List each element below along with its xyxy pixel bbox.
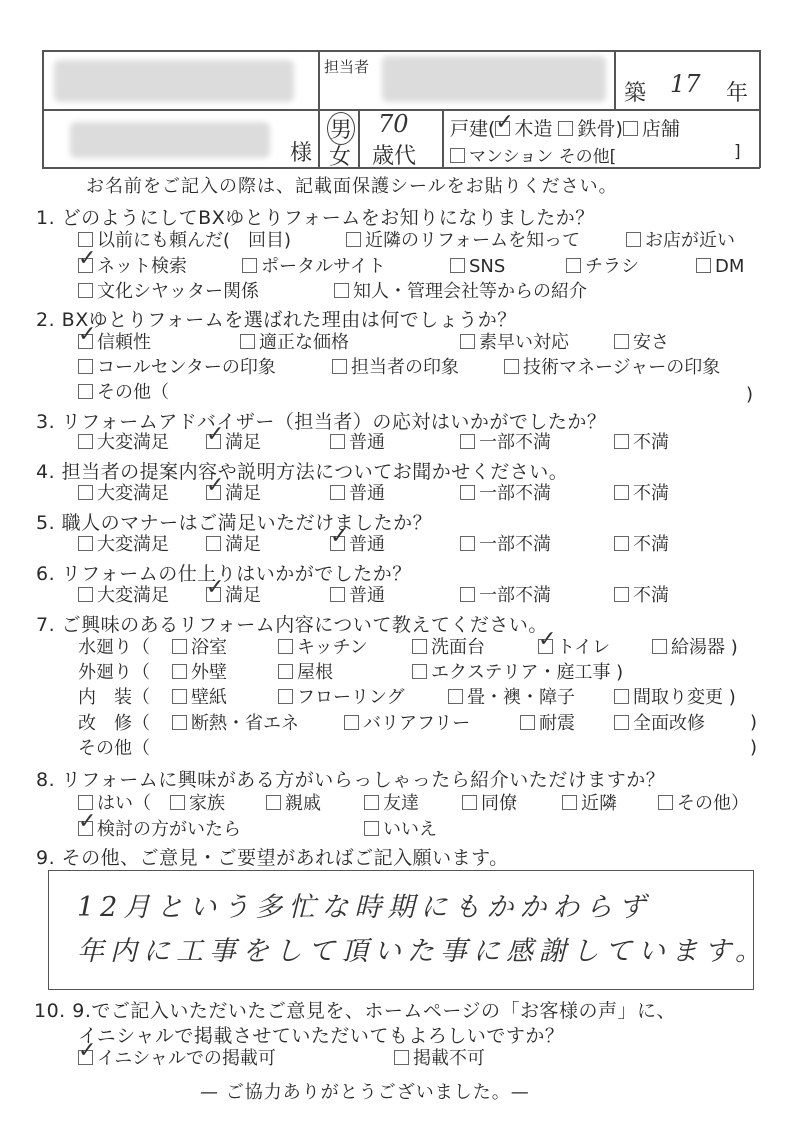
q1-title: 1. どのようにしてBXゆとりフォームをお知りになりましたか？ — [36, 207, 595, 229]
checkbox[interactable] — [332, 359, 347, 374]
q8-option[interactable] — [364, 792, 419, 816]
q5-option[interactable] — [78, 533, 169, 557]
option-label: はい（ — [97, 793, 151, 814]
q3-option[interactable] — [460, 431, 551, 455]
q7-row-label: 外廻り（ — [78, 662, 150, 683]
checkbox[interactable] — [460, 485, 475, 500]
q1-option[interactable] — [626, 229, 735, 253]
q6-option[interactable] — [614, 584, 669, 608]
checkbox[interactable] — [460, 434, 475, 449]
checkbox[interactable] — [412, 664, 427, 679]
option-label: 友達 — [383, 793, 419, 814]
q7-close-paren-row4: ) — [750, 712, 758, 733]
option-label: いいえ — [383, 819, 437, 840]
checkbox[interactable] — [334, 283, 349, 298]
q1-option[interactable] — [242, 255, 386, 279]
option-label: 安さ — [633, 332, 669, 353]
option-label: 大変満足 — [97, 483, 169, 504]
checkbox[interactable] — [566, 258, 581, 273]
checkbox[interactable] — [364, 821, 379, 836]
option-label: 洗面台 — [431, 637, 485, 658]
footer-thanks: — ご協力ありがとうございました。— — [200, 1082, 530, 1103]
q7-option[interactable] — [344, 712, 470, 736]
chiku-label: 築 — [624, 81, 647, 106]
q8-option[interactable] — [266, 792, 321, 816]
q10-option[interactable] — [394, 1047, 485, 1071]
checkbox-tenpo[interactable] — [623, 121, 638, 136]
q1-option[interactable] — [334, 280, 587, 304]
checkbox[interactable] — [240, 334, 255, 349]
checkbox[interactable] — [206, 485, 221, 500]
option-label: 不満 — [633, 483, 669, 504]
option-label: 大変満足 — [97, 585, 169, 606]
redacted-id — [54, 60, 294, 102]
q7-option[interactable] — [172, 712, 299, 736]
option-label: バリアフリー — [363, 713, 471, 734]
checkbox[interactable] — [278, 639, 293, 654]
option-label: 文化シヤッター関係 — [97, 281, 259, 302]
checkbox[interactable] — [78, 359, 93, 374]
q8-option[interactable] — [170, 792, 225, 816]
q1-option[interactable] — [78, 280, 259, 304]
option-label: 満足 — [225, 432, 261, 453]
q3-title: 3. リフォームアドバイザー（担当者）の応対はいかがでしたか？ — [36, 411, 607, 433]
q7-option[interactable] — [278, 636, 368, 660]
option-label: 親戚 — [285, 793, 321, 814]
q1-option[interactable] — [346, 229, 580, 253]
house-sonota: その他[ — [558, 147, 617, 167]
checkbox[interactable] — [330, 536, 345, 551]
q5-title: 5. 職人のマナーはご満足いただけましたか？ — [36, 512, 433, 534]
q8-option[interactable] — [364, 818, 437, 842]
q8-title: 8. リフォームに興味がある方がいらっしゃったら紹介いただけますか？ — [36, 769, 666, 791]
option-label: 間取り変更 ) — [633, 687, 736, 708]
q2-option[interactable] — [78, 331, 151, 355]
option-label: 知人・管理会社等からの紹介 — [353, 281, 587, 302]
option-label: 素早い対応 — [479, 332, 569, 353]
checkbox[interactable] — [172, 689, 187, 704]
checkbox[interactable] — [242, 258, 257, 273]
checkbox[interactable] — [614, 334, 629, 349]
q2-option[interactable] — [78, 381, 169, 405]
option-label: イニシャルでの掲載可 — [97, 1048, 276, 1069]
q3-option[interactable] — [614, 431, 669, 455]
checkbox[interactable] — [460, 536, 475, 551]
option-label: 満足 — [225, 585, 261, 606]
gender-female: 女 — [329, 145, 352, 170]
q4-option[interactable] — [78, 482, 169, 506]
checkbox[interactable] — [460, 587, 475, 602]
house-type-row1 — [450, 114, 680, 141]
q3-option[interactable] — [78, 431, 169, 455]
q7-option[interactable] — [278, 686, 405, 710]
q7-option[interactable] — [412, 636, 485, 660]
option-label: 満足 — [225, 483, 261, 504]
option-label: 適正な価格 — [259, 332, 349, 353]
q2-option[interactable] — [240, 331, 349, 355]
option-label: お店が近い — [645, 230, 735, 251]
house-kodate: 戸建( — [450, 118, 496, 140]
q7-row-label: 内 装（ — [78, 687, 150, 708]
checkbox[interactable] — [696, 258, 711, 273]
header-table — [42, 50, 760, 168]
option-label: ポータルサイト — [261, 256, 386, 277]
notice-text: お名前をご記入の際は、記載面保護シールをお貼りください。 — [86, 176, 618, 197]
option-label: 不満 — [633, 585, 669, 606]
option-label: 外壁 — [191, 662, 227, 683]
checkbox[interactable] — [614, 434, 629, 449]
checkbox[interactable] — [278, 689, 293, 704]
checkbox[interactable] — [614, 689, 629, 704]
q2-close-paren: ) — [746, 384, 754, 405]
checkbox[interactable] — [460, 334, 475, 349]
q1-option[interactable] — [696, 255, 744, 279]
q7-option[interactable] — [520, 712, 575, 736]
option-label: 耐震 — [539, 713, 575, 734]
q5-option[interactable] — [330, 533, 385, 557]
option-label: 信頼性 — [97, 332, 151, 353]
house-mokuzo: 木造 — [514, 118, 553, 140]
q2-option[interactable] — [614, 331, 669, 355]
option-label: エクステリア・庭工事 ) — [431, 662, 624, 683]
checkbox[interactable] — [78, 434, 93, 449]
option-label: コールセンターの印象 — [97, 357, 276, 378]
option-label: 掲載不可 — [413, 1048, 485, 1069]
option-label: 畳・襖・障子 — [467, 687, 575, 708]
option-label: 給湯器 ) — [671, 637, 738, 658]
comment-line-2: 年内に工事をして頂いた事に感謝しています。 — [77, 936, 768, 967]
checkbox[interactable] — [78, 258, 93, 273]
house-sonota-close: ] — [734, 142, 741, 162]
tantousha-label: 担当者 — [324, 58, 370, 76]
q9-title: 9. その他、ご意見・ご要望があればご記入願います。 — [36, 847, 509, 869]
chiku-value: 17 — [670, 70, 701, 98]
option-label: 全面改修 — [633, 713, 705, 734]
option-label: 技術マネージャーの印象 — [523, 357, 721, 378]
checkbox[interactable] — [614, 536, 629, 551]
q8-option[interactable] — [562, 792, 617, 816]
comment-line-1: 12月という多忙な時期にもかかわらず — [77, 892, 652, 923]
checkbox-tekkotsu[interactable] — [558, 121, 573, 136]
option-label: 近隣 — [581, 793, 617, 814]
q6-option[interactable] — [78, 584, 169, 608]
q6-title: 6. リフォームの仕上りはいかがでしたか？ — [36, 563, 412, 585]
q1-option[interactable] — [78, 229, 291, 253]
checkbox[interactable] — [278, 664, 293, 679]
checkbox[interactable] — [346, 232, 361, 247]
checkbox[interactable] — [504, 359, 519, 374]
option-label: その他（ — [97, 382, 169, 403]
q7-option[interactable] — [172, 636, 227, 660]
q4-option[interactable] — [460, 482, 551, 506]
q5-option[interactable] — [206, 533, 261, 557]
q8-option[interactable] — [462, 792, 517, 816]
q7-option[interactable] — [538, 636, 610, 660]
option-label: 普通 — [349, 585, 385, 606]
redacted-name — [70, 122, 270, 158]
sama-label: 様 — [290, 141, 313, 166]
q1-option[interactable] — [450, 255, 505, 279]
option-label: トイレ — [557, 637, 611, 658]
option-label: フローリング — [297, 687, 405, 708]
q4-option[interactable] — [330, 482, 385, 506]
q2-option[interactable] — [332, 356, 459, 380]
checkbox[interactable] — [78, 587, 93, 602]
q2-option[interactable] — [78, 356, 276, 380]
option-label: チラシ — [585, 256, 639, 277]
checkbox[interactable] — [78, 485, 93, 500]
redacted-staff — [382, 56, 606, 102]
q3-option[interactable] — [330, 431, 385, 455]
checkbox[interactable] — [78, 283, 93, 298]
house-tekkotsu: 鉄骨) — [577, 118, 623, 140]
q1-option[interactable] — [566, 255, 639, 279]
checkbox[interactable] — [78, 821, 93, 836]
house-tenpo: 店舗 — [641, 118, 680, 140]
checkbox[interactable] — [206, 536, 221, 551]
checkbox[interactable] — [266, 795, 281, 810]
q5-option[interactable] — [460, 533, 551, 557]
checkbox[interactable] — [412, 639, 427, 654]
option-label: 浴室 — [191, 637, 227, 658]
checkbox-mansion[interactable] — [450, 148, 465, 163]
checkbox[interactable] — [206, 434, 221, 449]
q7-row-label: 改 修（ — [78, 713, 150, 734]
option-label: 不満 — [633, 432, 669, 453]
q2-option[interactable] — [504, 356, 720, 380]
q6-option[interactable] — [460, 584, 551, 608]
q2-option[interactable] — [460, 331, 569, 355]
q7-option[interactable] — [172, 661, 227, 685]
house-mansion: マンション — [469, 147, 554, 167]
checkbox[interactable] — [562, 795, 577, 810]
checkbox[interactable] — [172, 639, 187, 654]
option-label: 近隣のリフォームを知って — [365, 230, 581, 251]
q7-option[interactable] — [652, 636, 738, 660]
q2-title: 2. BXゆとりフォームを選ばれた理由は何でしょうか？ — [36, 309, 517, 331]
option-label: 大変満足 — [97, 432, 169, 453]
option-label: 検討の方がいたら — [97, 819, 241, 840]
checkbox[interactable] — [344, 715, 359, 730]
q10-title-line2: イニシャルで掲載させていただいてもよろしいですか？ — [78, 1025, 565, 1047]
option-label: 一部不満 — [479, 585, 551, 606]
option-label: 以前にも頼んだ( 回目) — [97, 230, 292, 251]
q7-option[interactable] — [412, 661, 623, 685]
option-label: 一部不満 — [479, 534, 551, 555]
q4-option[interactable] — [206, 482, 261, 506]
checkbox[interactable] — [206, 587, 221, 602]
checkbox[interactable] — [330, 587, 345, 602]
q6-option[interactable] — [330, 584, 385, 608]
age-value: 70 — [378, 110, 409, 138]
q7-option[interactable] — [448, 686, 575, 710]
checkbox[interactable] — [172, 664, 187, 679]
option-label: DM — [715, 256, 745, 277]
q7-option[interactable] — [614, 686, 736, 710]
gender-male: 男 — [327, 112, 355, 145]
option-label: 一部不満 — [479, 483, 551, 504]
q1-option[interactable] — [78, 255, 187, 279]
checkbox-mokuzo[interactable] — [495, 121, 510, 136]
q10-option[interactable] — [78, 1047, 276, 1071]
checkbox[interactable] — [448, 689, 463, 704]
checkbox[interactable] — [330, 485, 345, 500]
comment-box[interactable] — [48, 870, 768, 990]
q7-row-label: 水廻り（ — [78, 637, 150, 658]
checkbox[interactable] — [658, 795, 673, 810]
checkbox[interactable] — [626, 232, 641, 247]
checkbox[interactable] — [170, 795, 185, 810]
q8-option[interactable] — [78, 818, 241, 842]
nen-label: 年 — [726, 81, 749, 106]
q6-option[interactable] — [206, 584, 261, 608]
option-label: SNS — [469, 256, 506, 277]
checkbox[interactable] — [78, 795, 93, 810]
option-label: 不満 — [633, 534, 669, 555]
q7-option[interactable] — [278, 661, 333, 685]
option-label: 屋根 — [297, 662, 333, 683]
checkbox[interactable] — [172, 715, 187, 730]
option-label: 満足 — [225, 534, 261, 555]
q5-option[interactable] — [614, 533, 669, 557]
checkbox[interactable] — [520, 715, 535, 730]
option-label: 大変満足 — [97, 534, 169, 555]
option-label: 一部不満 — [479, 432, 551, 453]
checkbox[interactable] — [614, 485, 629, 500]
checkbox[interactable] — [78, 334, 93, 349]
checkbox[interactable] — [614, 587, 629, 602]
option-label: 家族 — [189, 793, 225, 814]
option-label: 同僚 — [481, 793, 517, 814]
option-label: キッチン — [297, 637, 368, 658]
q7-row-label: その他（ — [78, 738, 150, 759]
house-type-row2 — [450, 142, 616, 167]
q4-option[interactable] — [614, 482, 669, 506]
checkbox[interactable] — [78, 232, 93, 247]
option-label: その他） — [677, 793, 749, 814]
q10-title-line1: 10. 9.でご記入いただいたご意見を、ホームページの「お客様の声」に、 — [34, 1000, 677, 1022]
option-label: 普通 — [349, 432, 385, 453]
q7-title: 7. ご興味のあるリフォーム内容について教えてください。 — [36, 614, 548, 636]
q7-option[interactable] — [614, 712, 705, 736]
checkbox[interactable] — [78, 1050, 93, 1065]
option-label: 普通 — [349, 534, 385, 555]
q4-title: 4. 担当者の提案内容や説明方法についてお聞かせください。 — [36, 461, 569, 483]
option-label: 担当者の印象 — [351, 357, 459, 378]
checkbox[interactable] — [364, 795, 379, 810]
option-label: 普通 — [349, 483, 385, 504]
checkbox[interactable] — [394, 1050, 409, 1065]
age-label: 歳代 — [372, 144, 417, 169]
checkbox[interactable] — [78, 384, 93, 399]
checkbox[interactable] — [330, 434, 345, 449]
q7-close-paren-row5: ) — [750, 737, 758, 758]
q7-option[interactable] — [172, 686, 227, 710]
checkbox[interactable] — [450, 258, 465, 273]
checkbox[interactable] — [78, 536, 93, 551]
checkbox[interactable] — [462, 795, 477, 810]
q3-option[interactable] — [206, 431, 261, 455]
option-label: 壁紙 — [191, 687, 227, 708]
checkbox[interactable] — [538, 639, 553, 654]
checkbox[interactable] — [614, 715, 629, 730]
checkbox[interactable] — [652, 639, 667, 654]
q8-option[interactable] — [658, 792, 749, 816]
option-label: 断熱・省エネ — [191, 713, 299, 734]
option-label: ネット検索 — [97, 256, 187, 277]
